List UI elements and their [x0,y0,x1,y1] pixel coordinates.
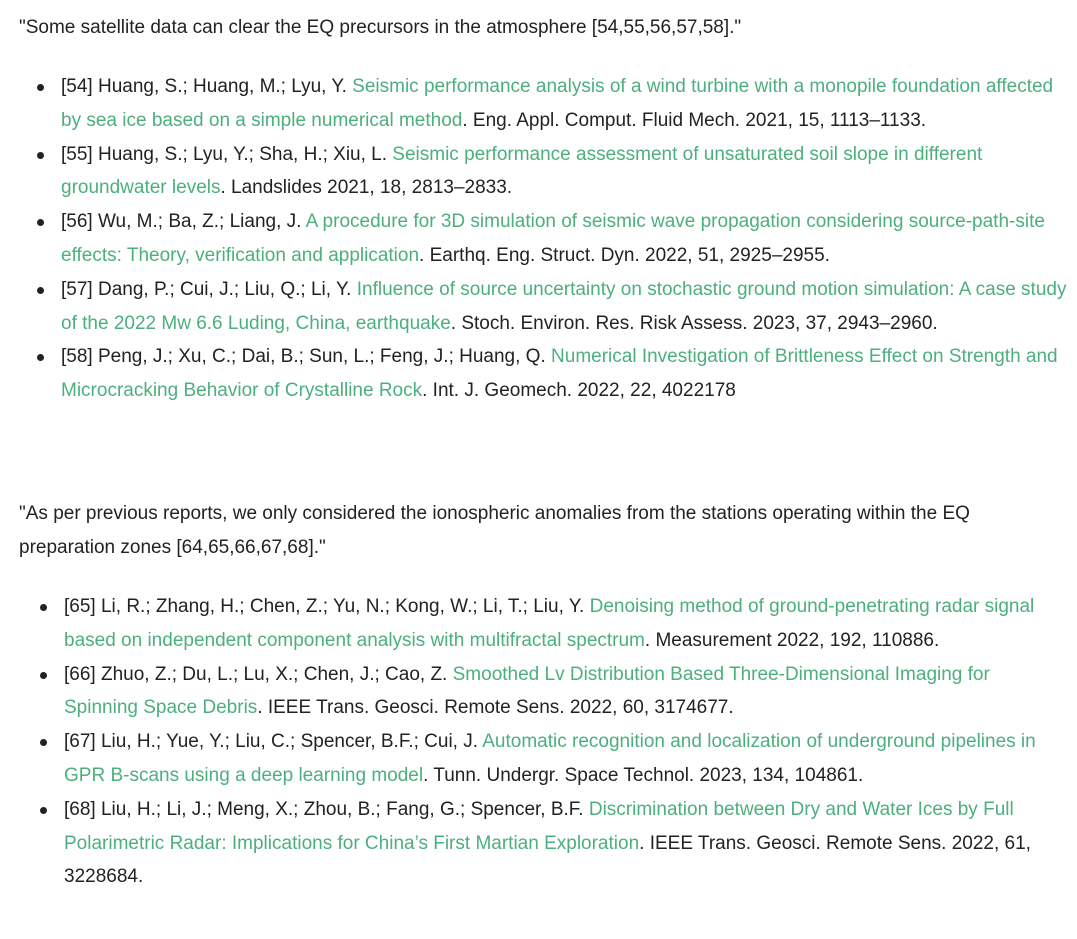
quote-first: "Some satellite data can clear the EQ precursors in the atmosphere [54,55,56,57,58]." [19,17,742,38]
reference-title-link[interactable]: Smoothed Lv Distribution Based Three-Dimensional Imaging for Spinning Space Debris [64,663,990,719]
reference-authors: [56] Wu, M.; Ba, Z.; Liang, J. [61,211,306,233]
quote-second: "As per previous reports, we only considered the ionospheric anomalies from the stations operating within the EQ preparation zones [64,65,66,67,68]." [19,503,970,558]
bullet-icon [40,672,47,679]
reference-item-55 [0,138,1077,206]
reference-list-second [0,590,1077,894]
reference-authors: [68] Liu, H.; Li, J.; Meng, X.; Zhou, B.; Fang, G.; Spencer, B.F. [64,798,589,820]
reference-source: . Int. J. Geomech. 2022, 22, 4022178 [422,380,736,402]
bullet-icon [40,739,47,746]
reference-source: . Landslides 2021, 18, 2813–2833. [220,177,513,199]
reference-item-54 [0,70,1077,138]
bullet-icon [37,354,44,361]
reference-source: . IEEE Trans. Geosci. Remote Sens. 2022, 61, 3228684. [64,832,1031,888]
reference-authors: [66] Zhuo, Z.; Du, L.; Lu, X.; Chen, J.; Cao, Z. [64,663,453,685]
reference-title-link[interactable]: Seismic performance assessment of unsaturated soil slope in different groundwater levels [61,143,983,199]
reference-authors: [54] Huang, S.; Huang, M.; Lyu, Y. [61,76,353,97]
reference-title-link[interactable]: Automatic recognition and localization of underground pipelines in GPR B-scans using a deep learning model [64,731,1036,786]
bullet-icon [37,152,44,159]
reference-source: . Tunn. Undergr. Space Technol. 2023, 134, 104861. [423,764,864,786]
bullet-icon [40,807,47,814]
reference-title-link[interactable]: Discrimination between Dry and Water Ices by Full Polarimetric Radar: Implications for China’s First Martian Exploration [64,798,1014,854]
reference-item-65 [0,590,1077,658]
reference-title-link[interactable]: Denoising method of ground-penetrating radar signal based on independent component analysis with multifractal spectrum [64,596,1035,651]
reference-source: . Eng. Appl. Comput. Fluid Mech. 2021, 15, 1113–1133. [462,109,927,131]
reference-authors: [55] Huang, S.; Lyu, Y.; Sha, H.; Xiu, L. [61,143,393,165]
reference-title-link[interactable]: Influence of source uncertainty on stochastic ground motion simulation: A case study of the 2022 Mw 6.6 Luding, China, earthquake [61,278,1067,334]
reference-item-68 [0,793,1077,894]
reference-source: . Earthq. Eng. Struct. Dyn. 2022, 51, 2925–2955. [419,244,830,266]
reference-authors: [65] Li, R.; Zhang, H.; Chen, Z.; Yu, N.; Kong, W.; Li, T.; Liu, Y. [64,596,590,617]
reference-list-first [0,70,1077,408]
bullet-icon [37,84,44,91]
reference-authors: [57] Dang, P.; Cui, J.; Liu, Q.; Li, Y. [61,278,357,300]
reference-item-66 [0,658,1077,726]
reference-item-56 [0,205,1077,273]
reference-authors: [67] Liu, H.; Yue, Y.; Liu, C.; Spencer, B.F.; Cui, J. [64,731,483,753]
reference-item-58 [0,340,1077,408]
reference-title-link[interactable]: Numerical Investigation of Brittleness Effect on Strength and Microcracking Behavior of Crystalline Rock [61,346,1058,402]
reference-authors: [58] Peng, J.; Xu, C.; Dai, B.; Sun, L.; Feng, J.; Huang, Q. [61,346,552,368]
bullet-icon [37,219,44,226]
reference-title-link[interactable]: A procedure for 3D simulation of seismic wave propagation considering source-path-site effects: Theory, verification and application [61,211,1045,266]
reference-item-67 [0,725,1077,793]
reference-title-link[interactable]: Seismic performance analysis of a wind turbine with a monopile foundation affected by sea ice based on a simple numerical method [61,76,1054,131]
bullet-icon [40,604,47,611]
reference-source: . Measurement 2022, 192, 110886. [644,629,940,651]
reference-item-57 [0,273,1077,341]
reference-source: . Stoch. Environ. Res. Risk Assess. 2023, 37, 2943–2960. [450,312,938,334]
bullet-icon [37,287,44,294]
reference-source: . IEEE Trans. Geosci. Remote Sens. 2022, 60, 3174677. [257,697,734,719]
